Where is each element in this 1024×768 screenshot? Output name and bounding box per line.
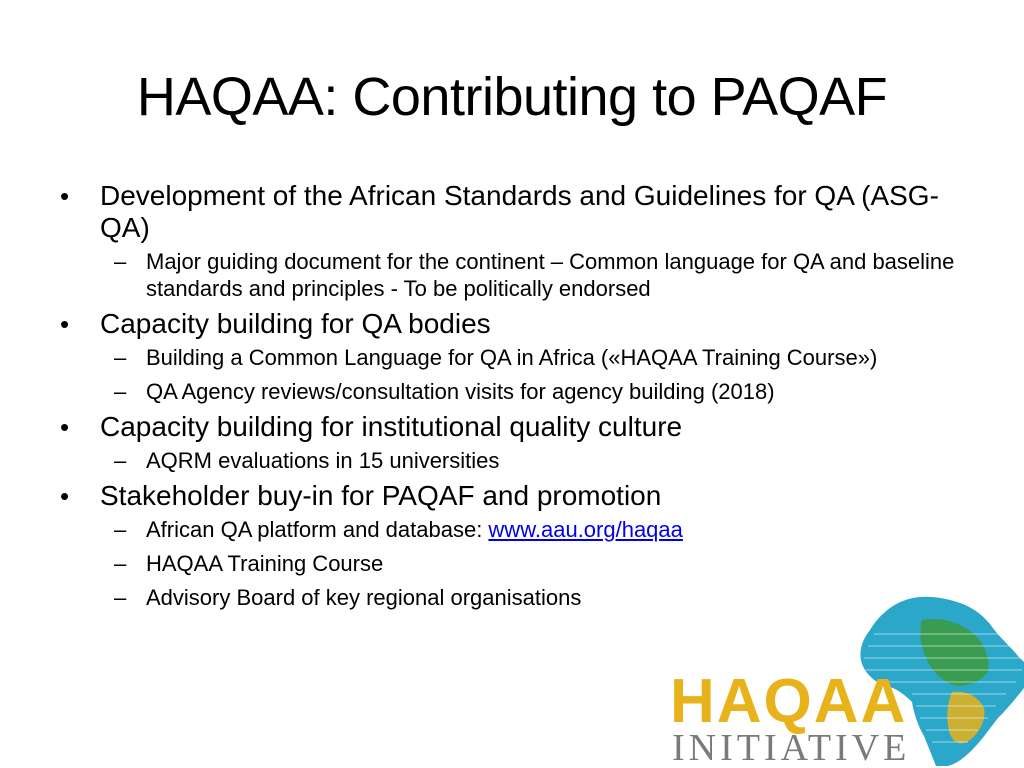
sub-text: Major guiding document for the continent – Common language for QA and baseline standards and principles - To be politically endorsed bbox=[146, 249, 955, 301]
bullet-item bbox=[58, 308, 978, 405]
dash-glyph: – bbox=[114, 448, 127, 473]
haqaa-website-link[interactable]: www.aau.org/haqaa bbox=[488, 517, 683, 542]
slide-title: HAQAA: Contributing to PAQAF bbox=[136, 67, 888, 127]
bullet-glyph: • bbox=[60, 481, 70, 511]
logo-word: HAQAA bbox=[670, 667, 908, 736]
dash-glyph: – bbox=[114, 345, 127, 370]
logo-subword: INITIATIVE bbox=[672, 727, 911, 768]
bullet-text: Capacity building for institutional quality culture bbox=[100, 411, 683, 442]
bullet-glyph: • bbox=[60, 412, 70, 442]
sub-text: AQRM evaluations in 15 universities bbox=[146, 448, 500, 473]
bullet-glyph: • bbox=[60, 181, 70, 211]
sub-text: Advisory Board of key regional organisations bbox=[146, 585, 582, 610]
sub-item bbox=[100, 516, 978, 543]
sub-text: HAQAA Training Course bbox=[146, 551, 384, 576]
sub-text: Building a Common Language for QA in Africa («HAQAA Training Course») bbox=[146, 345, 878, 370]
bullet-glyph: • bbox=[60, 309, 70, 339]
sub-item bbox=[100, 447, 978, 474]
sub-item bbox=[100, 550, 978, 577]
sub-list bbox=[100, 344, 978, 405]
sub-list bbox=[100, 248, 978, 302]
bullet-text: Stakeholder buy-in for PAQAF and promotion bbox=[100, 480, 662, 511]
dash-glyph: – bbox=[114, 379, 127, 404]
sub-item bbox=[100, 378, 978, 405]
dash-glyph: – bbox=[114, 585, 127, 610]
dash-glyph: – bbox=[114, 551, 127, 576]
sub-text: African QA platform and database: bbox=[146, 517, 489, 542]
sub-list bbox=[100, 447, 978, 474]
bullet-text: Capacity building for QA bodies bbox=[100, 308, 491, 339]
sub-text: QA Agency reviews/consultation visits for agency building (2018) bbox=[146, 379, 775, 404]
sub-item bbox=[100, 248, 978, 302]
bullet-item bbox=[58, 180, 978, 302]
haqaa-initiative-logo bbox=[660, 590, 1024, 768]
dash-glyph: – bbox=[114, 517, 127, 542]
bullet-list bbox=[58, 180, 978, 611]
sub-item bbox=[100, 344, 978, 371]
bullet-text: Development of the African Standards and Guidelines for QA (ASG-QA) bbox=[100, 180, 939, 243]
dash-glyph: – bbox=[114, 249, 127, 274]
bullet-item bbox=[58, 411, 978, 474]
